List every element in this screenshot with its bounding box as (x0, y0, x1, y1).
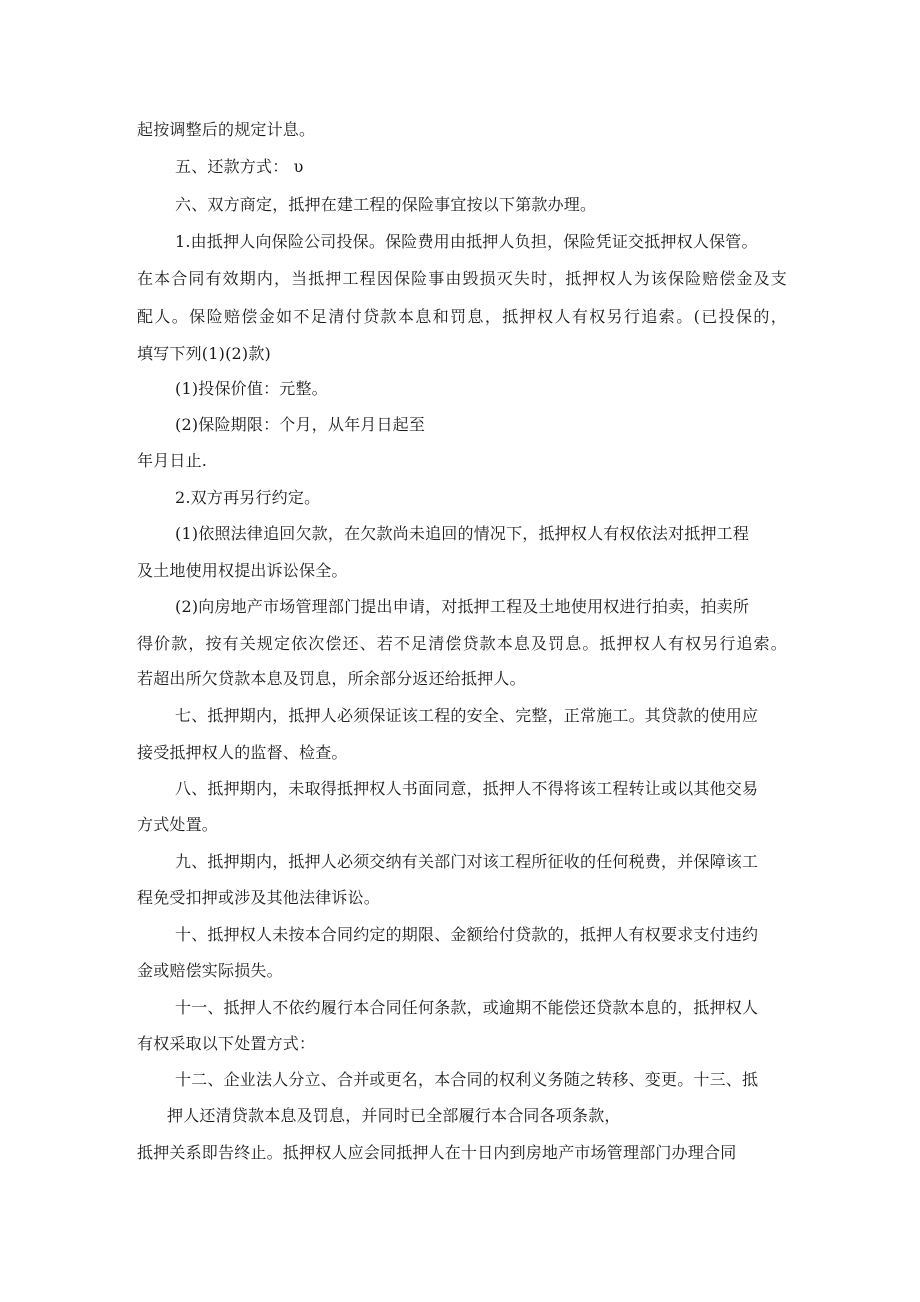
text-line: 方式处置。 (137, 815, 219, 834)
text-line: 七、抵押期内，抵押人必须保证该工程的安全、完整，正常施工。其贷款的使用应 (175, 706, 759, 725)
text-line: 1.由抵押人向保险公司投保。保险费用由抵押人负担，保险凭证交抵押权人保管。 (175, 232, 758, 251)
text-line: 有权采取以下处置方式： (137, 1034, 316, 1053)
text-line: 若超出所欠贷款本息及罚息，所余部分返还给抵押人。 (137, 669, 526, 688)
text-line: 接受抵押权人的监督、检查。 (137, 743, 348, 762)
text-line: 六、双方商定，抵押在建工程的保险事宜按以下第款办理。 (175, 195, 597, 214)
text-line: (1)依照法律追回欠款，在欠款尚未追回的情况下，抵押权人有权依法对抵押工程 (175, 524, 750, 543)
text-line: (2)保险期限：个月，从年月日起至 (175, 415, 426, 434)
text-line: 在本合同有效期内，当抵押工程因保险事由毁损灭失时，抵押权人为该保险赔偿金及支 (137, 269, 787, 288)
text-line: 十、抵押权人未按本合同约定的期限、金额给付贷款的，抵押人有权要求支付违约 (175, 925, 759, 944)
text-line: 十二、企业法人分立、合并或更名，本合同的权利义务随之转移、变更。十三、抵 (175, 1070, 759, 1089)
text-line: (2)向房地产市场管理部门提出申请，对抵押工程及土地使用权进行拍卖，拍卖所 (175, 597, 750, 616)
text-line: 十一、抵押人不依约履行本合同任何条款，或逾期不能偿还贷款本息的，抵押权人 (175, 998, 759, 1017)
text-line: 抵押关系即告终止。抵押权人应会同抵押人在十日内到房地产市场管理部门办理合同 (137, 1143, 737, 1162)
text-line: 金或赔偿实际损失。 (137, 961, 283, 980)
text-line: (1)投保价值：元整。 (175, 379, 328, 398)
text-line: 配人。保险赔偿金如不足清付贷款本息和罚息，抵押权人有权另行追索。(已投保的， (137, 307, 787, 326)
text-line: 及土地使用权提出诉讼保全。 (137, 561, 348, 580)
text-line: 五、还款方式： υ (175, 157, 304, 176)
text-line: 起按调整后的规定计息。 (137, 120, 316, 139)
text-line: 押人还清贷款本息及罚息，并同时已全部履行本合同各项条款， (167, 1106, 621, 1125)
text-line: 得价款，按有关规定依次偿还、若不足清偿贷款本息及罚息。抵押权人有权另行追索。 (137, 634, 787, 653)
text-line: 九、抵押期内，抵押人必须交纳有关部门对该工程所征收的任何税费，并保障该工 (175, 852, 759, 871)
text-line: 程免受扣押或涉及其他法律诉讼。 (137, 888, 381, 907)
text-line: 八、抵押期内，未取得抵押权人书面同意，抵押人不得将该工程转让或以其他交易 (175, 779, 759, 798)
text-line: 填写下列(1)(2)款) (137, 344, 271, 363)
text-line: 2.双方再另行约定。 (175, 488, 321, 507)
text-line: 年月日止. (137, 451, 208, 470)
